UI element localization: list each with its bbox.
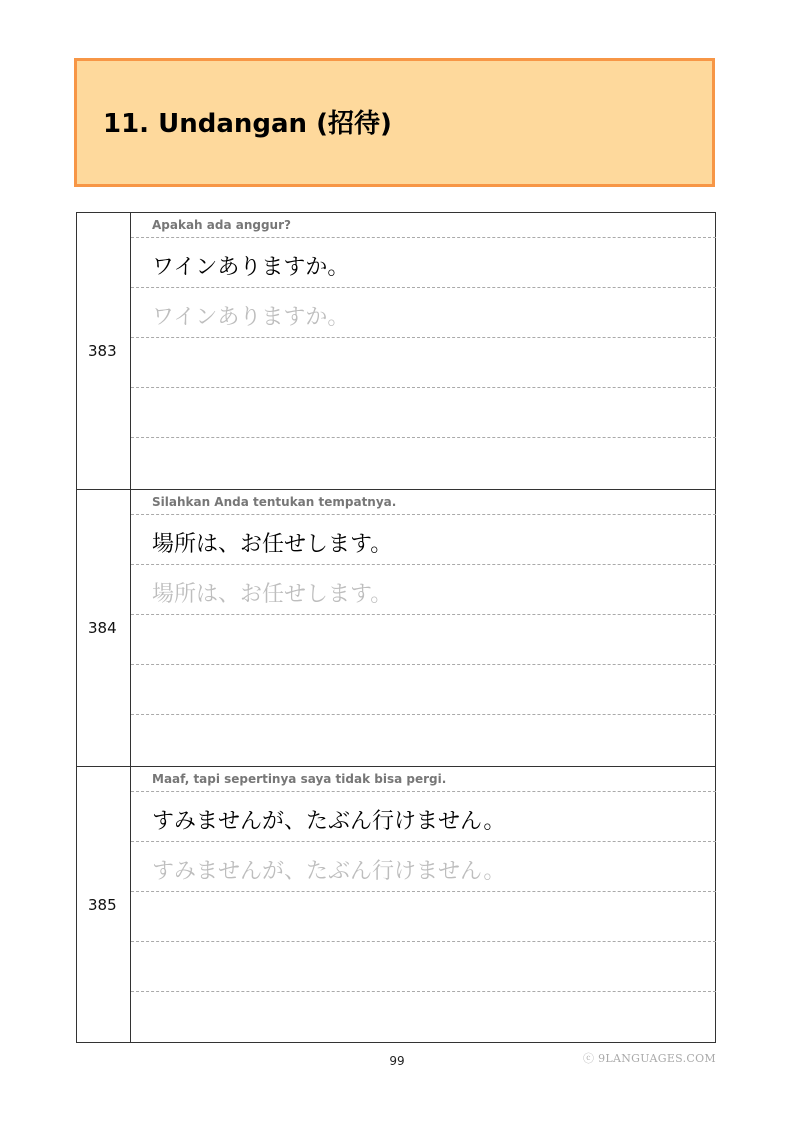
writing-lines: [131, 212, 716, 489]
sentence-block-385: [76, 766, 716, 1043]
indonesian-hint: Silahkan Anda tentukan tempatnya.: [152, 495, 397, 509]
blank-writing-line: [131, 665, 716, 715]
blank-writing-line: [131, 438, 716, 489]
model-row: [131, 238, 716, 288]
trace-row: [131, 565, 716, 615]
chapter-title: 11. Undangan (招待): [103, 109, 392, 139]
japanese-model-sentence: ワインありますか。: [152, 255, 350, 280]
sentence-block-383: [76, 212, 716, 489]
sentence-number-cell: [76, 489, 131, 766]
sentence-number: 385: [88, 895, 117, 914]
trace-row: [131, 288, 716, 338]
japanese-trace-sentence: ワインありますか。: [152, 305, 350, 330]
blank-writing-line: [131, 942, 716, 992]
japanese-trace-sentence: すみませんが、たぶん行けません。: [152, 859, 506, 884]
writing-lines: [131, 766, 716, 1043]
copyright-notice: ⓒ 9LANGUAGES.COM: [583, 1052, 716, 1065]
hint-row: [131, 766, 716, 792]
blank-writing-line: [131, 715, 716, 766]
indonesian-hint: Apakah ada anggur?: [152, 218, 291, 232]
practice-worksheet: [76, 212, 716, 1042]
hint-row: [131, 489, 716, 515]
indonesian-hint: Maaf, tapi sepertinya saya tidak bisa pergi.: [152, 772, 447, 786]
japanese-model-sentence: すみませんが、たぶん行けません。: [152, 809, 506, 834]
page-number: 99: [389, 1054, 405, 1068]
sentence-number-cell: [76, 766, 131, 1043]
blank-writing-line: [131, 615, 716, 665]
sentence-number-cell: [76, 212, 131, 489]
blank-writing-line: [131, 892, 716, 942]
chapter-title-box: [74, 58, 715, 187]
trace-row: [131, 842, 716, 892]
model-row: [131, 792, 716, 842]
hint-row: [131, 212, 716, 238]
writing-lines: [131, 489, 716, 766]
blank-writing-line: [131, 338, 716, 388]
model-row: [131, 515, 716, 565]
japanese-trace-sentence: 場所は、お任せします。: [152, 582, 393, 607]
blank-writing-line: [131, 388, 716, 438]
japanese-model-sentence: 場所は、お任せします。: [152, 532, 393, 557]
sentence-number: 383: [88, 341, 117, 360]
sentence-number: 384: [88, 618, 117, 637]
blank-writing-line: [131, 992, 716, 1043]
sentence-block-384: [76, 489, 716, 766]
